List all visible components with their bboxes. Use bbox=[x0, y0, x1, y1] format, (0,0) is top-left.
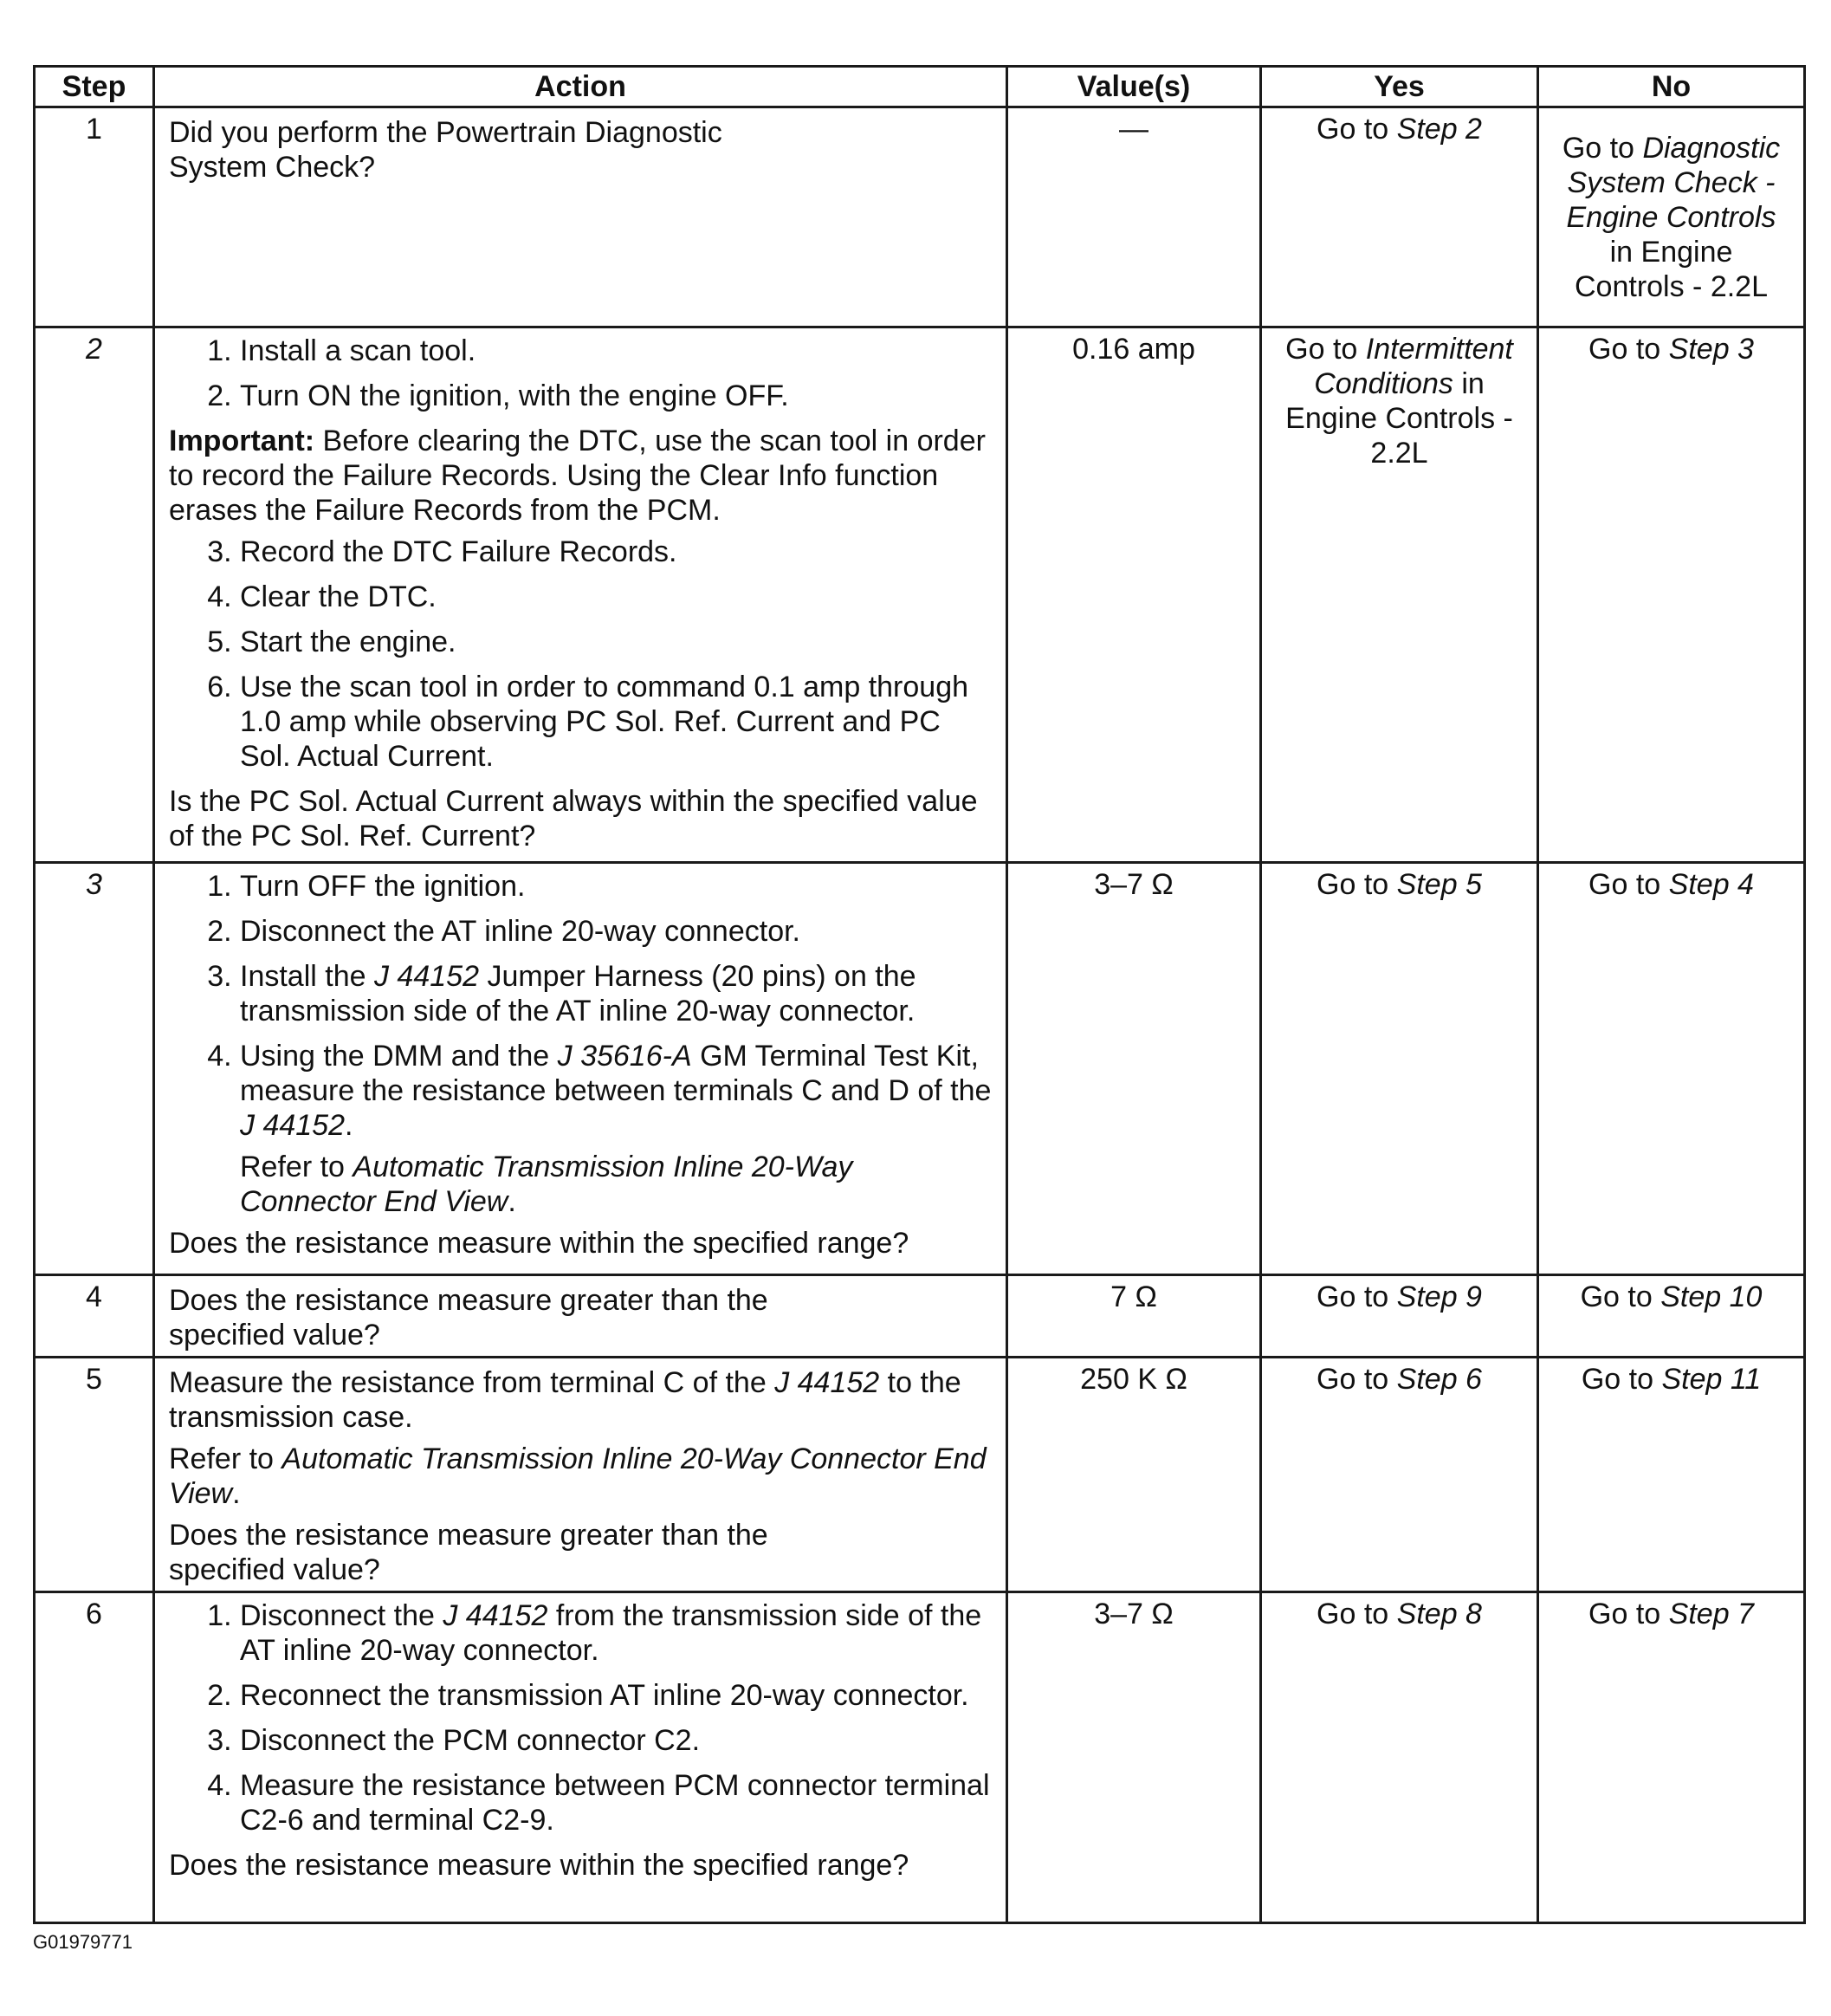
tool-ref: J 44152 bbox=[443, 1599, 548, 1632]
action-cell bbox=[154, 863, 1007, 1275]
important-label: Important: bbox=[169, 425, 315, 457]
refer-note bbox=[240, 1150, 992, 1219]
header-no: No bbox=[1538, 67, 1805, 107]
refer-link[interactable]: Automatic Transmission Inline 20-Way Connector End View bbox=[240, 1151, 853, 1218]
no-cell bbox=[1538, 1592, 1805, 1923]
no-prefix: Go to bbox=[1580, 1280, 1653, 1313]
no-cell bbox=[1538, 1358, 1805, 1592]
step-text: . bbox=[345, 1109, 353, 1142]
action-step: 2. Turn ON the ignition, with the engine OFF. bbox=[240, 379, 992, 413]
refer-note bbox=[169, 1442, 992, 1511]
action-cell bbox=[154, 1358, 1007, 1592]
table-row-step-3 bbox=[35, 863, 1805, 1275]
header-action: Action bbox=[154, 67, 1007, 107]
value-cell: — bbox=[1007, 107, 1261, 327]
action-steps-list bbox=[169, 1598, 992, 1838]
action-question: Does the resistance measure greater than the specified value? bbox=[169, 1284, 768, 1352]
action-step: 2. Disconnect the AT inline 20-way connector. bbox=[240, 914, 992, 949]
yes-cell bbox=[1261, 107, 1538, 327]
action-step: 5. Start the engine. bbox=[240, 625, 992, 659]
yes-prefix: Go to bbox=[1317, 1363, 1389, 1396]
value-cell: 3–7 Ω bbox=[1007, 1592, 1261, 1923]
refer-end: . bbox=[232, 1477, 241, 1510]
yes-suffix: in Engine Controls - 2.2L bbox=[1285, 367, 1513, 470]
action-steps-list bbox=[169, 334, 992, 413]
action-question: Does the resistance measure within the specified range? bbox=[169, 1849, 909, 1882]
refer-prefix: Refer to bbox=[169, 1442, 274, 1475]
action-steps-list bbox=[169, 535, 992, 774]
table-row-step-1 bbox=[35, 107, 1805, 327]
action-cell bbox=[154, 327, 1007, 863]
action-step bbox=[240, 959, 992, 1028]
step-text: Jumper Harness (20 pins) on the transmission side of the AT inline 20-way connector. bbox=[240, 960, 916, 1027]
action-steps-list bbox=[169, 869, 992, 1143]
yes-link[interactable]: Step 9 bbox=[1396, 1280, 1482, 1313]
yes-prefix: Go to bbox=[1317, 113, 1389, 146]
value-cell: 250 K Ω bbox=[1007, 1358, 1261, 1592]
yes-link[interactable]: Step 5 bbox=[1396, 868, 1482, 901]
no-prefix: Go to bbox=[1588, 333, 1661, 366]
no-cell bbox=[1538, 327, 1805, 863]
header-row bbox=[35, 67, 1805, 107]
yes-link[interactable]: Intermittent Conditions bbox=[1314, 333, 1513, 400]
no-prefix: Go to bbox=[1562, 131, 1634, 165]
no-cell bbox=[1538, 863, 1805, 1275]
action-step: 3. Disconnect the PCM connector C2. bbox=[240, 1723, 992, 1758]
step-number: 5 bbox=[35, 1358, 154, 1592]
important-text: Before clearing the DTC, use the scan tool in order to record the Failure Records. Using the Clear Info function erases the Failure Records from the PCM. bbox=[169, 425, 986, 527]
diagnostic-table bbox=[33, 65, 1806, 1924]
value-cell: 3–7 Ω bbox=[1007, 863, 1261, 1275]
action-step: 1. Install a scan tool. bbox=[240, 334, 992, 368]
step-number: 3 bbox=[35, 863, 154, 1275]
action-step: 3. Record the DTC Failure Records. bbox=[240, 535, 992, 569]
yes-prefix: Go to bbox=[1317, 1280, 1389, 1313]
table-row-step-5 bbox=[35, 1358, 1805, 1592]
yes-prefix: Go to bbox=[1285, 333, 1358, 366]
no-link[interactable]: Step 3 bbox=[1668, 333, 1754, 366]
yes-cell bbox=[1261, 1275, 1538, 1358]
no-prefix: Go to bbox=[1588, 1598, 1661, 1630]
action-step: 4. Measure the resistance between PCM connector terminal C2-6 and terminal C2-9. bbox=[240, 1768, 992, 1838]
step-text: Using the DMM and the bbox=[240, 1040, 550, 1073]
action-question: Does the resistance measure greater than the specified value? bbox=[169, 1519, 768, 1586]
yes-prefix: Go to bbox=[1317, 868, 1389, 901]
action-step: 4. Clear the DTC. bbox=[240, 580, 992, 614]
action-question: Did you perform the Powertrain Diagnostic System Check? bbox=[169, 116, 722, 184]
action-step bbox=[240, 1598, 992, 1668]
value-cell: 0.16 amp bbox=[1007, 327, 1261, 863]
important-note bbox=[169, 424, 992, 528]
yes-link[interactable]: Step 2 bbox=[1396, 113, 1482, 146]
yes-cell bbox=[1261, 327, 1538, 863]
yes-cell bbox=[1261, 1592, 1538, 1923]
refer-prefix: Refer to bbox=[240, 1151, 345, 1183]
step-text: Disconnect the bbox=[240, 1599, 435, 1632]
measure-text: to the transmission case. bbox=[169, 1366, 961, 1434]
no-link[interactable]: Step 10 bbox=[1660, 1280, 1763, 1313]
yes-cell bbox=[1261, 863, 1538, 1275]
no-link[interactable]: Diagnostic System Check - Engine Controls bbox=[1566, 131, 1781, 234]
tool-ref: J 44152 bbox=[373, 960, 479, 993]
action-step: 2. Reconnect the transmission AT inline 20-way connector. bbox=[240, 1678, 992, 1713]
step-number: 1 bbox=[35, 107, 154, 327]
action-cell bbox=[154, 1592, 1007, 1923]
action-cell bbox=[154, 107, 1007, 327]
step-number: 2 bbox=[35, 327, 154, 863]
no-link[interactable]: Step 11 bbox=[1661, 1363, 1762, 1396]
step-text: GM Terminal Test Kit, measure the resistance between terminals C and D of the bbox=[240, 1040, 992, 1107]
diagnostic-table-container bbox=[33, 65, 1803, 1924]
yes-link[interactable]: Step 8 bbox=[1396, 1598, 1482, 1630]
step-number: 4 bbox=[35, 1275, 154, 1358]
table-row-step-4 bbox=[35, 1275, 1805, 1358]
table-row-step-6 bbox=[35, 1592, 1805, 1923]
tool-ref: J 44152 bbox=[774, 1366, 880, 1399]
yes-prefix: Go to bbox=[1317, 1598, 1389, 1630]
no-prefix: Go to bbox=[1581, 1363, 1654, 1396]
tool-ref: J 44152 bbox=[240, 1109, 345, 1142]
table-row-step-2 bbox=[35, 327, 1805, 863]
action-question: Is the PC Sol. Actual Current always within the specified value of the PC Sol. Ref. Current? bbox=[169, 785, 978, 852]
action-step: 1. Turn OFF the ignition. bbox=[240, 869, 992, 904]
yes-cell bbox=[1261, 1358, 1538, 1592]
no-prefix: Go to bbox=[1588, 868, 1661, 901]
action-step bbox=[240, 1039, 992, 1143]
value-cell: 7 Ω bbox=[1007, 1275, 1261, 1358]
action-step: 6. Use the scan tool in order to command 0.1 amp through 1.0 amp while observing PC Sol. Ref. Current and PC Sol. Actual Current. bbox=[240, 670, 992, 774]
step-number: 6 bbox=[35, 1592, 154, 1923]
header-values: Value(s) bbox=[1007, 67, 1261, 107]
step-text: from the transmission side of the AT inline 20-way connector. bbox=[240, 1599, 982, 1667]
header-step: Step bbox=[35, 67, 154, 107]
action-question: Does the resistance measure within the specified range? bbox=[169, 1227, 909, 1260]
yes-link[interactable]: Step 6 bbox=[1396, 1363, 1482, 1396]
measure-instruction bbox=[169, 1365, 992, 1435]
figure-id-label: G01979771 bbox=[33, 1931, 133, 1953]
no-link[interactable]: Step 7 bbox=[1668, 1598, 1754, 1630]
header-yes: Yes bbox=[1261, 67, 1538, 107]
action-cell bbox=[154, 1275, 1007, 1358]
step-text: Install the bbox=[240, 960, 366, 993]
no-suffix: in Engine Controls - 2.2L bbox=[1575, 235, 1768, 303]
tool-ref: J 35616-A bbox=[557, 1040, 692, 1073]
refer-end: . bbox=[508, 1185, 516, 1218]
no-link[interactable]: Step 4 bbox=[1668, 868, 1754, 901]
refer-link[interactable]: Automatic Transmission Inline 20-Way Connector End View bbox=[169, 1442, 987, 1510]
no-cell bbox=[1538, 107, 1805, 327]
no-cell bbox=[1538, 1275, 1805, 1358]
measure-text: Measure the resistance from terminal C of the bbox=[169, 1366, 767, 1399]
